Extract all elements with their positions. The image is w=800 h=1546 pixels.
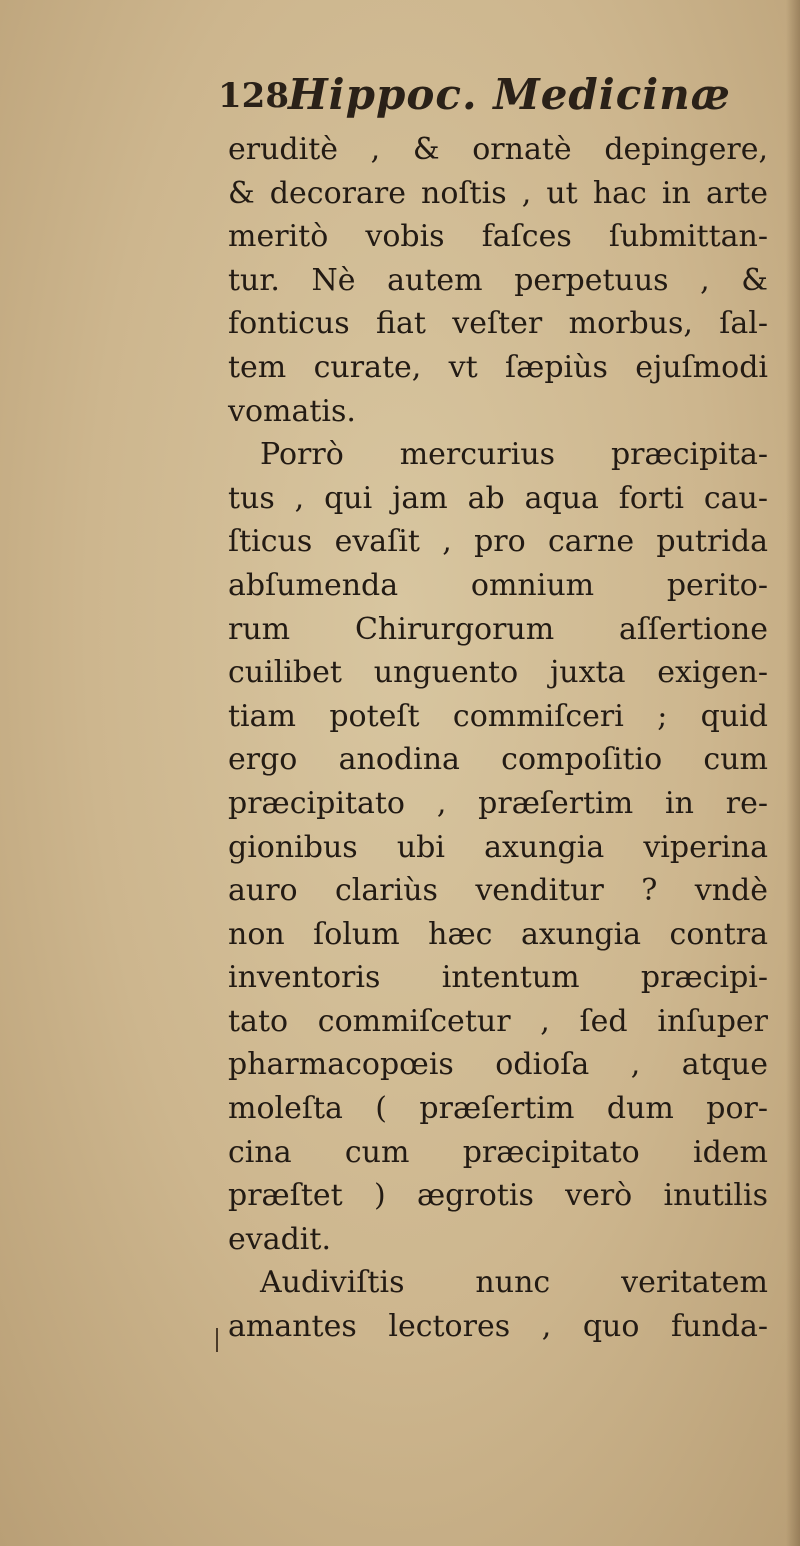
text-line: eruditè , & ornatè depingere,	[228, 132, 768, 167]
text-line: tato commiſcetur , ſed inſuper	[228, 1003, 768, 1039]
text-line: ergo anodina compoſitio cum	[228, 742, 768, 778]
text-line: tur. Nè autem perpetuus , &	[228, 262, 768, 298]
text-line: ſticus evaſit , pro carne putrida	[228, 524, 768, 560]
text-line: auro clariùs venditur ? vndè	[228, 873, 768, 909]
text-line: tiam poteſt commiſceri ; quid	[228, 698, 768, 734]
text-line: gionibus ubi axungia viperina	[228, 829, 768, 865]
text-line: amantes lectores , quo funda-	[228, 1309, 768, 1345]
text-line: tus , qui jam ab aqua forti cau-	[228, 480, 768, 516]
text-line: inventoris intentum præcipi-	[228, 960, 768, 996]
text-line: abſumenda omnium perito-	[228, 567, 768, 603]
text-line: tem curate, vt ſæpiùs ejuſmodi	[228, 349, 768, 385]
page-edge-shadow	[786, 0, 800, 1546]
page-number: 128	[218, 76, 289, 116]
text-line: non ſolum hæc axungia contra	[228, 916, 768, 952]
page-header	[218, 70, 758, 134]
text-line: moleſta ( præſertim dum por-	[228, 1091, 768, 1127]
text-line: pharmacopœis odioſa , atque	[228, 1047, 768, 1083]
text-line: fonticus fiat veſter morbus, ſal-	[228, 306, 768, 342]
text-line: Audiviſtis nunc veritatem	[260, 1265, 768, 1301]
text-line: meritò vobis faſces ſubmittan-	[228, 219, 768, 255]
text-line: evadit.	[228, 1221, 331, 1257]
text-line: vomatis.	[228, 393, 356, 429]
body-text	[228, 128, 768, 1349]
text-line: præcipitato , præſertim in re-	[228, 785, 768, 821]
text-line: præſtet ) ægrotis verò inutilis	[228, 1178, 768, 1214]
text-line: rum Chirurgorum aſſertione	[228, 611, 768, 647]
running-title: Hippoc. Medicinæ	[288, 70, 731, 119]
text-line: Porrò mercurius præcipita-	[260, 437, 768, 473]
text-line: cina cum præcipitato idem	[228, 1134, 768, 1170]
text-line: cuilibet unguento juxta exigen-	[228, 655, 768, 691]
margin-mark	[216, 1328, 218, 1352]
text-line: & decorare noſtis , ut hac in arte	[228, 175, 768, 211]
